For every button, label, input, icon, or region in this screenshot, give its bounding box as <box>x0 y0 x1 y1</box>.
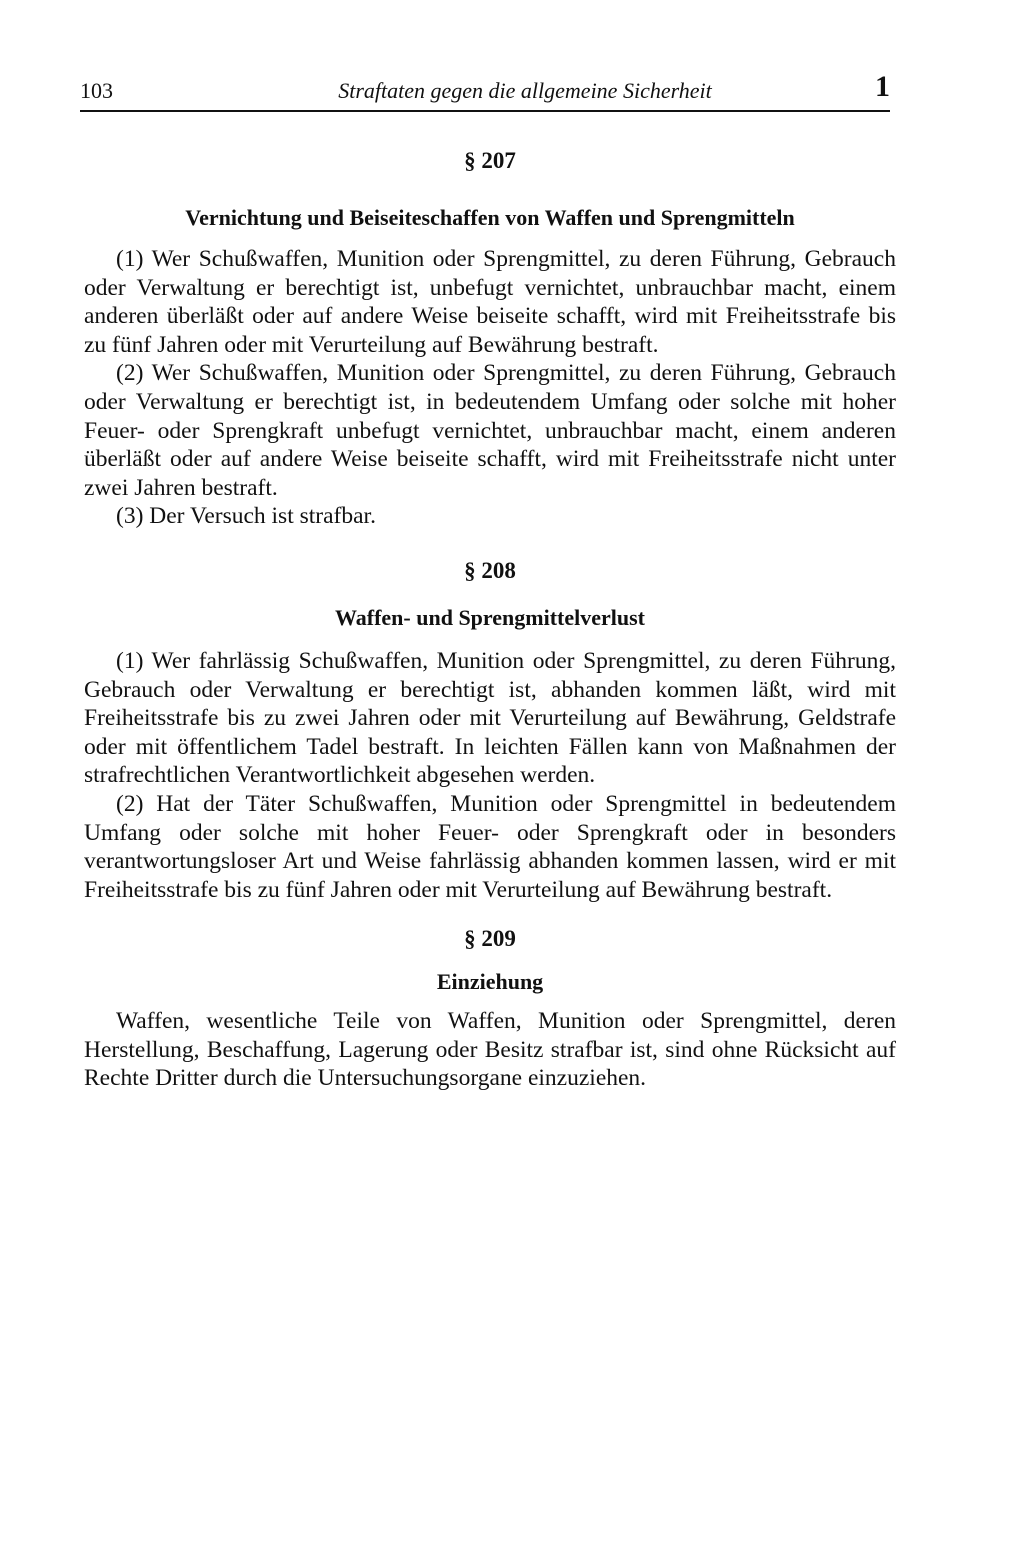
running-title: Straftaten gegen die allgemeine Sicherheit <box>338 78 712 103</box>
chapter-number: 1 <box>875 70 890 103</box>
page-number: 103 <box>80 78 113 103</box>
section-title: Vernichtung und Beiseiteschaffen von Waffen und Sprengmitteln <box>185 205 795 230</box>
paragraph: (2) Hat der Täter Schußwaffen, Munition oder Sprengmittel in bedeutendem Umfang oder solche mit hoher Feuer- oder Sprengkraft oder in besonders verantwortungsloser Art und Weise fahrlässig abhanden kommen lassen, wird er mit Freiheitsstrafe bis zu fünf Jahren oder mit Verurteilung auf Bewährung bestraft. <box>84 790 896 903</box>
section-number: § 208 <box>464 558 516 583</box>
section-number: § 209 <box>464 926 516 951</box>
section-number: § 207 <box>464 148 516 173</box>
paragraph: (2) Wer Schußwaffen, Munition oder Sprengmittel, zu deren Führung, Gebrauch oder Verwaltung er berechtigt ist, in bedeutendem Umfang oder solche mit hoher Feuer- oder Sprengkraft unbefugt vernichtet, unbrauchbar macht, einem anderen überläßt oder auf andere Weise beiseite schafft, wird mit Freiheitsstrafe nicht unter zwei Jahren bestraft. <box>84 360 896 501</box>
section-title: Waffen- und Sprengmittelverlust <box>334 605 646 630</box>
section-208 <box>84 556 896 904</box>
section-209 <box>84 924 896 1093</box>
running-header <box>80 72 890 112</box>
paragraph: (1) Wer Schußwaffen, Munition oder Sprengmittel, zu deren Führung, Gebrauch oder Verwaltung er berechtigt ist, unbefugt vernichtet, unbrauchbar macht, einem anderen überläßt oder auf andere Weise beiseite schafft, wird mit Freiheitsstrafe bis zu fünf Jahren oder mit Verurteilung auf Bewährung bestraft. <box>84 246 896 358</box>
section-207 <box>84 146 896 531</box>
paragraph: Waffen, wesentliche Teile von Waffen, Munition oder Sprengmittel, deren Herstellung, Beschaffung, Lagerung oder Besitz strafbar ist, sind ohne Rücksicht auf Rechte Dritter durch die Untersuchungsorgane einzuziehen. <box>84 1008 896 1092</box>
section-title: Einziehung <box>436 969 544 994</box>
paragraph: (1) Wer fahrlässig Schußwaffen, Munition oder Sprengmittel, zu deren Führung, Gebrauch oder Verwaltung er berechtigt ist, abhanden kommen läßt, wird mit Freiheitsstrafe bis zu zwei Jahren oder mit Verurteilung auf Bewährung, Geldstrafe oder mit öffentlichem Tadel bestraft. In leichten Fällen kann von Maßnahmen der strafrechtlichen Verantwortlichkeit abgesehen werden. <box>84 648 896 789</box>
paragraph: (3) Der Versuch ist strafbar. <box>116 503 376 530</box>
